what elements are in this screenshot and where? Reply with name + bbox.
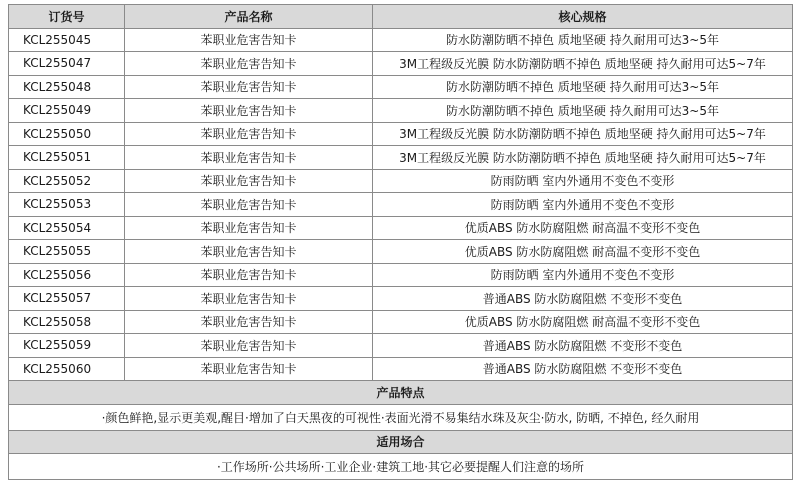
table-row	[9, 52, 793, 76]
cell-order-code: KCL255049	[9, 99, 125, 123]
table-row	[9, 146, 793, 170]
cell-core-spec: 优质ABS 防水防腐阻燃 耐高温不变形不变色	[373, 216, 793, 240]
cell-product-name: 苯职业危害告知卡	[125, 357, 373, 381]
features-title: 产品特点	[9, 381, 793, 405]
cell-order-code: KCL255060	[9, 357, 125, 381]
cell-product-name: 苯职业危害告知卡	[125, 122, 373, 146]
usage-title-row	[9, 430, 793, 454]
cell-core-spec: 3M工程级反光膜 防水防潮防晒不掉色 质地坚硬 持久耐用可达5~7年	[373, 146, 793, 170]
cell-product-name: 苯职业危害告知卡	[125, 287, 373, 311]
cell-order-code: KCL255055	[9, 240, 125, 264]
cell-order-code: KCL255048	[9, 75, 125, 99]
cell-core-spec: 防雨防晒 室内外通用不变色不变形	[373, 193, 793, 217]
cell-order-code: KCL255052	[9, 169, 125, 193]
features-text: ·颜色鲜艳,显示更美观,醒目·增加了白天黑夜的可视性·表面光滑不易集结水珠及灰尘·防水, 防晒, 不掉色, 经久耐用	[9, 404, 793, 430]
cell-order-code: KCL255058	[9, 310, 125, 334]
usage-text-row	[9, 454, 793, 480]
table-header-row	[9, 5, 793, 29]
cell-core-spec: 防雨防晒 室内外通用不变色不变形	[373, 263, 793, 287]
table-row	[9, 263, 793, 287]
table-row	[9, 193, 793, 217]
cell-order-code: KCL255056	[9, 263, 125, 287]
cell-core-spec: 优质ABS 防水防腐阻燃 耐高温不变形不变色	[373, 240, 793, 264]
cell-product-name: 苯职业危害告知卡	[125, 216, 373, 240]
cell-core-spec: 3M工程级反光膜 防水防潮防晒不掉色 质地坚硬 持久耐用可达5~7年	[373, 52, 793, 76]
cell-order-code: KCL255057	[9, 287, 125, 311]
usage-text: ·工作场所·公共场所·工业企业·建筑工地·其它必要提醒人们注意的场所	[9, 454, 793, 480]
product-spec-table	[8, 4, 793, 480]
cell-product-name: 苯职业危害告知卡	[125, 240, 373, 264]
cell-core-spec: 防水防潮防晒不掉色 质地坚硬 持久耐用可达3~5年	[373, 75, 793, 99]
table-row	[9, 75, 793, 99]
cell-product-name: 苯职业危害告知卡	[125, 169, 373, 193]
features-text-row	[9, 404, 793, 430]
cell-order-code: KCL255059	[9, 334, 125, 358]
header-spec: 核心规格	[373, 5, 793, 29]
table-row	[9, 240, 793, 264]
table-row	[9, 334, 793, 358]
cell-product-name: 苯职业危害告知卡	[125, 263, 373, 287]
cell-product-name: 苯职业危害告知卡	[125, 75, 373, 99]
cell-core-spec: 防水防潮防晒不掉色 质地坚硬 持久耐用可达3~5年	[373, 28, 793, 52]
product-table-container	[8, 4, 792, 480]
table-row	[9, 99, 793, 123]
cell-product-name: 苯职业危害告知卡	[125, 146, 373, 170]
table-row	[9, 216, 793, 240]
cell-product-name: 苯职业危害告知卡	[125, 99, 373, 123]
cell-product-name: 苯职业危害告知卡	[125, 334, 373, 358]
cell-core-spec: 普通ABS 防水防腐阻燃 不变形不变色	[373, 357, 793, 381]
table-row	[9, 310, 793, 334]
table-row	[9, 287, 793, 311]
cell-core-spec: 普通ABS 防水防腐阻燃 不变形不变色	[373, 334, 793, 358]
cell-core-spec: 防水防潮防晒不掉色 质地坚硬 持久耐用可达3~5年	[373, 99, 793, 123]
cell-core-spec: 防雨防晒 室内外通用不变色不变形	[373, 169, 793, 193]
features-title-row	[9, 381, 793, 405]
usage-title: 适用场合	[9, 430, 793, 454]
cell-core-spec: 优质ABS 防水防腐阻燃 耐高温不变形不变色	[373, 310, 793, 334]
table-row	[9, 28, 793, 52]
cell-order-code: KCL255047	[9, 52, 125, 76]
cell-product-name: 苯职业危害告知卡	[125, 193, 373, 217]
header-name: 产品名称	[125, 5, 373, 29]
cell-order-code: KCL255050	[9, 122, 125, 146]
table-row	[9, 357, 793, 381]
header-code: 订货号	[9, 5, 125, 29]
table-row	[9, 122, 793, 146]
cell-order-code: KCL255045	[9, 28, 125, 52]
table-body	[9, 28, 793, 381]
cell-core-spec: 3M工程级反光膜 防水防潮防晒不掉色 质地坚硬 持久耐用可达5~7年	[373, 122, 793, 146]
cell-product-name: 苯职业危害告知卡	[125, 52, 373, 76]
cell-order-code: KCL255054	[9, 216, 125, 240]
cell-product-name: 苯职业危害告知卡	[125, 28, 373, 52]
table-row	[9, 169, 793, 193]
cell-order-code: KCL255051	[9, 146, 125, 170]
cell-core-spec: 普通ABS 防水防腐阻燃 不变形不变色	[373, 287, 793, 311]
cell-order-code: KCL255053	[9, 193, 125, 217]
cell-product-name: 苯职业危害告知卡	[125, 310, 373, 334]
